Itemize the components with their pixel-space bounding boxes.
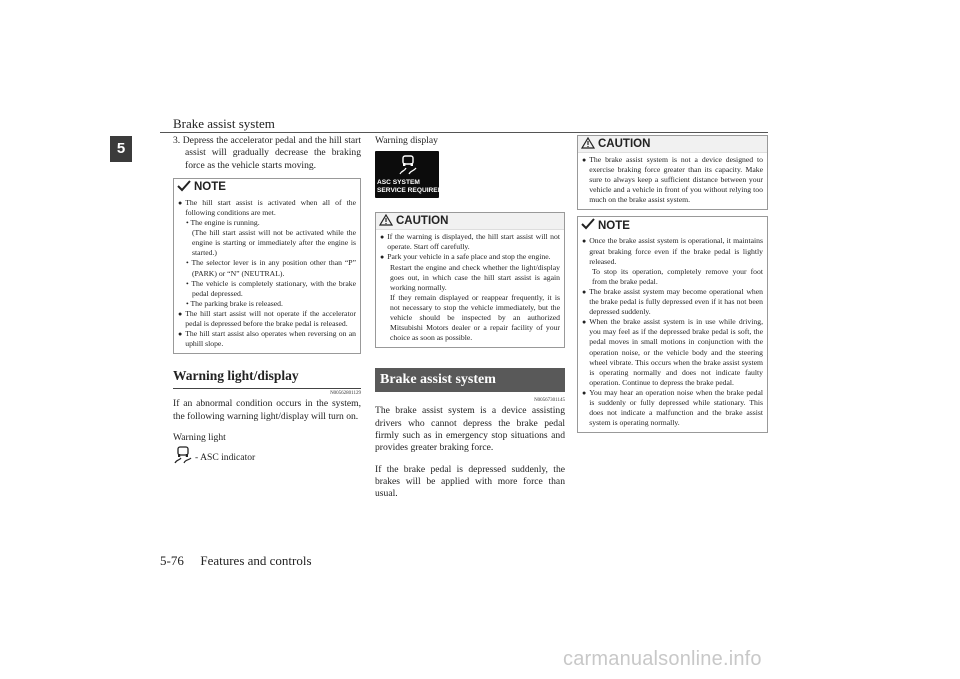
list-item: ● Park your vehicle in a safe place and stop the engine. <box>380 252 551 262</box>
list-item: ● You may hear an operation noise when the brake pedal is suddenly or fully depressed while stationary. This does not indicate a malfunction and the brake assist system is operating normally. <box>582 387 763 428</box>
warning-display-label: Warning display <box>375 135 438 146</box>
section-code: N00562801129 <box>330 391 361 397</box>
list-item: ● The hill start assist also operates when reversing on an uphill slope. <box>178 329 356 349</box>
section-code: N00567301145 <box>534 398 565 404</box>
chapter-tab: 5 <box>110 136 132 162</box>
caution-box-brake-assist <box>577 135 768 210</box>
column-1 <box>173 135 361 469</box>
sub-item: • The engine is running. <box>186 218 260 228</box>
brake-assist-paragraph-2: If the brake pedal is depressed suddenly, the brakes will be applied with more force than usual. <box>375 463 565 500</box>
list-item: ● If the warning is displayed, the hill start assist will not operate. Start off carefully. <box>380 232 560 252</box>
caution-box-warning <box>375 212 565 348</box>
section-title-brake-assist: Brake assist system <box>375 368 565 392</box>
list-item: ● The hill start assist will not operate if the accelerator pedal is depressed before the brake pedal is released. <box>178 308 356 329</box>
page-header-title: Brake assist system <box>173 116 275 131</box>
display-line-2: SERVICE REQUIRED <box>377 186 443 194</box>
caution-label: CAUTION <box>598 138 651 150</box>
warning-light-label: Warning light <box>173 431 226 443</box>
sub-item: • The vehicle is completely stationary, with the brake pedal depressed. <box>186 278 356 298</box>
page-footer <box>160 553 312 569</box>
header-rule <box>160 132 768 133</box>
asc-skid-icon <box>173 446 193 469</box>
column-3 <box>577 135 768 433</box>
display-line-1: ASC SYSTEM <box>377 179 420 187</box>
warning-triangle-icon <box>581 137 595 152</box>
note-label: NOTE <box>194 181 226 194</box>
list-item: ● The brake assist system may become operational when the brake pedal is fully depressed even if it has not been depressed suddenly. <box>582 286 763 317</box>
asc-indicator-row <box>173 446 361 469</box>
list-item: ● Once the brake assist system is operational, it maintains great braking force even if the brake pedal is lightly released. <box>582 236 763 266</box>
note-header <box>174 179 360 196</box>
list-item-continued: To stop its operation, completely remove your foot from the brake pedal. <box>592 266 763 286</box>
note-box-hill-start <box>173 178 361 354</box>
asc-warning-display <box>375 151 443 198</box>
watermark: carmanualsonline.info <box>563 648 762 670</box>
note-header <box>578 217 767 234</box>
warning-triangle-icon <box>379 214 393 229</box>
asc-indicator-text: - ASC indicator <box>195 451 256 463</box>
section-title-warning-light: Warning light/display <box>173 368 361 389</box>
sub-item: • The parking brake is released. <box>186 298 283 308</box>
footer-section: Features and controls <box>200 553 312 568</box>
brake-assist-paragraph-1: The brake assist system is a device assisting drivers who cannot depress the brake pedal firmly such as in emergency stop situations and provides greater braking force. <box>375 405 565 454</box>
list-item: ● When the brake assist system is in use while driving, you may feel as if the depressed brake pedal is soft, the pedal moves in small motions in conjunction with the operation noise, or the vehicle body and the steering wheel vibrate. This occurs when the brake assist system is operating normally and does not indicate faulty operation. Continue to depress the brake pedal. <box>582 317 763 387</box>
page-number: 5-76 <box>160 553 184 568</box>
sub-item: (The hill start assist will not be activated while the engine is starting or immediately after the engine is started.) <box>192 228 356 258</box>
caution-header <box>578 136 767 153</box>
column-2 <box>375 135 565 500</box>
caution-label: CAUTION <box>396 215 449 228</box>
warning-paragraph: If an abnormal condition occurs in the system, the following warning light/display will turn on. <box>173 398 361 422</box>
list-item: ● The brake assist system is not a device designed to exercise braking force greater than its capacity. Make sure to always keep a sufficient distance between your vehicle and a vehicle in front of you without relying too much on the brake assist system. <box>582 155 763 205</box>
note-check-icon <box>581 218 595 233</box>
note-box-brake-assist <box>577 216 768 433</box>
list-item-continued: Restart the engine and check whether the light/display goes out, in which case the hill start assist is again working normally. <box>390 262 560 292</box>
skid-car-icon <box>399 155 417 180</box>
sub-item: • The selector lever is in any position other than “P” (PARK) or “N” (NEUTRAL). <box>186 258 356 278</box>
note-check-icon <box>177 180 191 195</box>
caution-header <box>376 213 564 230</box>
list-item-continued: If they remain displayed or reappear frequently, it is not necessary to stop the vehicle immediately, but the vehicle should be inspected by an authorized Mitsubishi Motors dealer or a repair facility of your choice as soon as possible. <box>390 292 560 343</box>
step-3: 3. Depress the accelerator pedal and the hill start assist will gradually decrease the braking force as the vehicle starts moving. <box>173 135 361 171</box>
list-item: ● The hill start assist is activated when all of the following conditions are met. <box>178 197 356 217</box>
note-label: NOTE <box>598 219 630 232</box>
